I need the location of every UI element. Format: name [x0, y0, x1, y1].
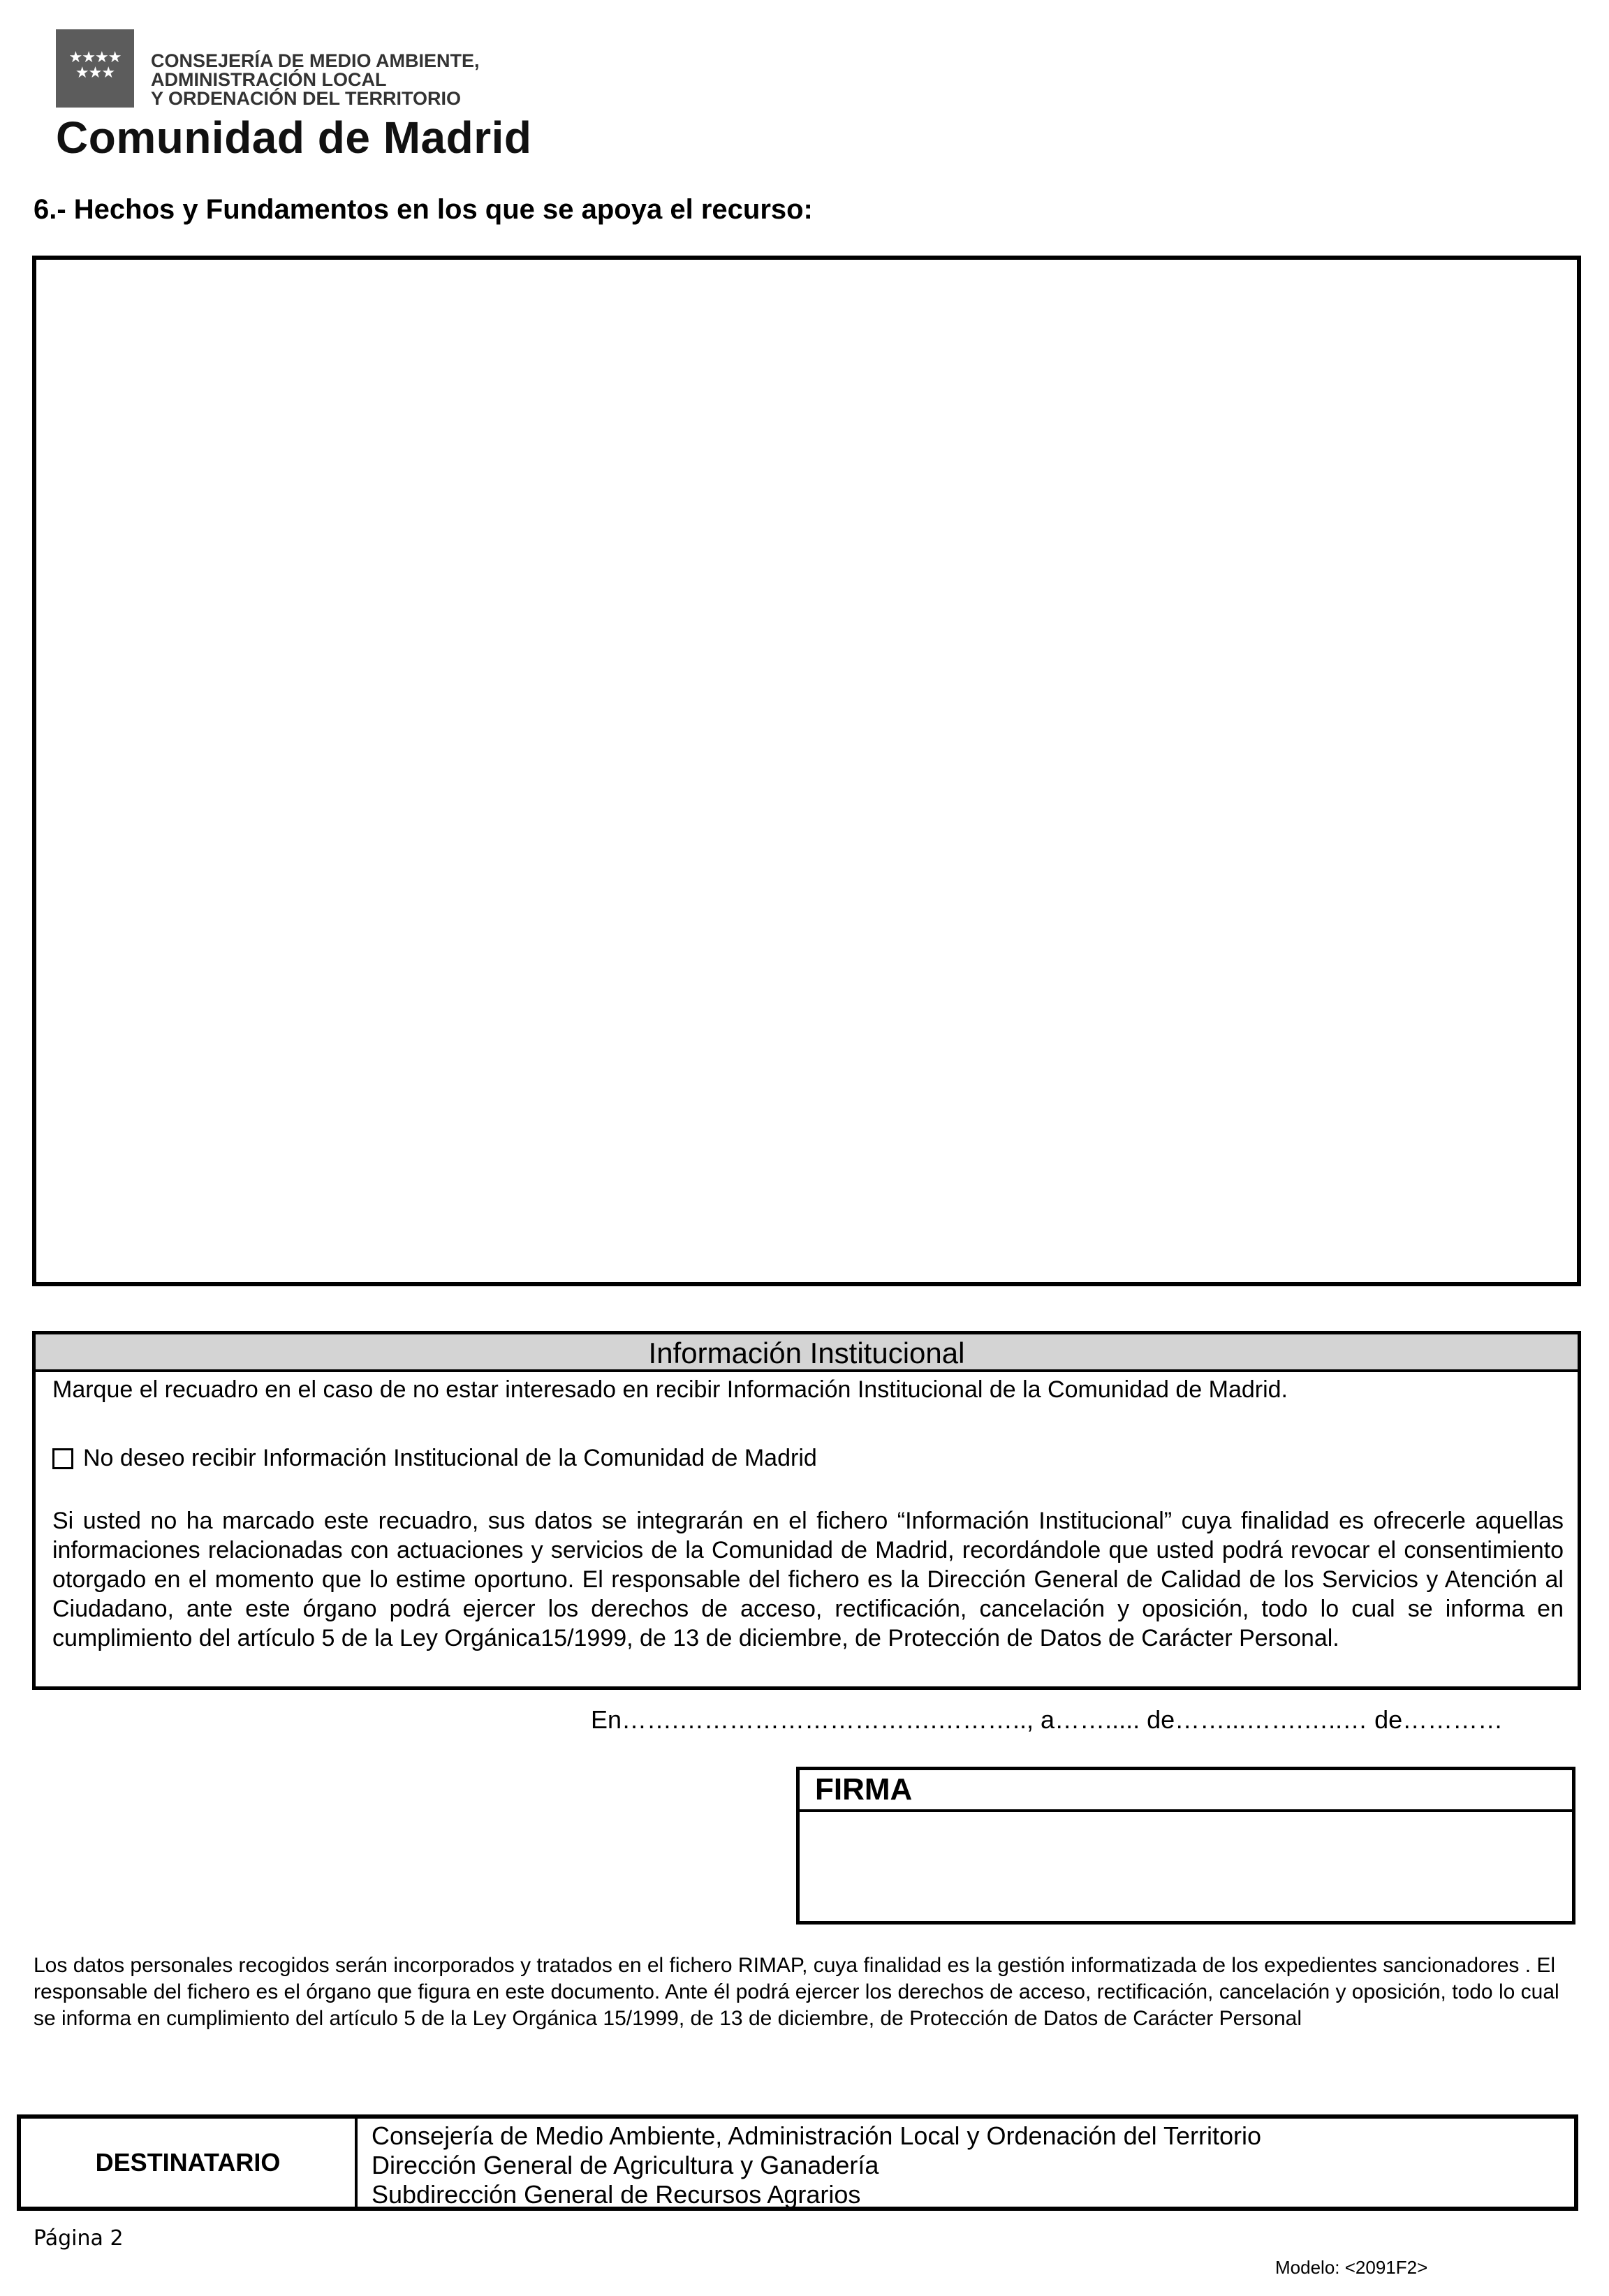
brand-name: Comunidad de Madrid: [56, 112, 532, 163]
privacy-note: Los datos personales recogidos serán incorporados y tratados en el fichero RIMAP, cuya finalidad es la gestión informatizada de los expedientes sancionadores . El responsable del fichero es el órgano que figura en este documento. Ante él podrá ejercer los derechos de acceso, rectificación, cancelación y oposición, todo lo cual se informa en cumplimiento del artículo 5 de la Ley Orgánica 15/1999, de 13 de diciembre, de Protección de Datos de Carácter Personal: [34, 1954, 1559, 2030]
institutional-info-paragraph: Si usted no ha marcado este recuadro, sus datos se integrarán en el fichero “Información Institucional” cuya finalidad es ofrecerle aquellas informaciones relacionadas con actuaciones y servicios de la Comunidad de Madrid, recordándole que usted podrá revocar el consentimiento otorgado en el momento que lo estime oportuno. El responsable del fichero es la Dirección General de Calidad de los Servicios y Atención al Ciudadano, ante este órgano podrá ejercer los derechos de acceso, rectificación, cancelación y oposición, todo lo cual se informa en cumplimiento del artículo 5 de la Ley Orgánica15/1999, de 13 de diciembre, de Protección de Datos de Carácter Personal.: [52, 1508, 1564, 1651]
signature-field[interactable]: [800, 1812, 1572, 1917]
section-6-title: 6.- Hechos y Fundamentos en los que se apoya el recurso:: [34, 194, 813, 225]
recipient-line: Subdirección General de Recursos Agrarios: [372, 2180, 861, 2209]
model-code: Modelo: <2091F2>: [1275, 2257, 1428, 2278]
signature-label: FIRMA: [800, 1770, 1572, 1812]
optout-label: No deseo recibir Información Institucional de la Comunidad de Madrid: [83, 1445, 817, 1471]
department-line: Y ORDENACIÓN DEL TERRITORIO: [151, 88, 462, 109]
institutional-info-box: [32, 1331, 1581, 1690]
page-number: Página 2: [34, 2226, 124, 2251]
place-date-line[interactable]: En…….………………………….……….., a……..... de……...…….…..… de…………: [591, 1705, 1504, 1734]
optout-option[interactable]: [52, 1445, 817, 1472]
department-line: CONSEJERÍA DE MEDIO AMBIENTE,: [151, 50, 480, 71]
stars-icon: ★★★★ ★★★: [68, 49, 122, 82]
signature-box: [796, 1767, 1575, 1925]
institutional-info-title: Información Institucional: [36, 1334, 1578, 1372]
optout-checkbox[interactable]: [52, 1448, 73, 1469]
facts-text-area[interactable]: [32, 256, 1581, 1286]
department-name: [151, 52, 480, 108]
madrid-flag-logo: [56, 29, 134, 108]
recipient-details: [358, 2119, 1261, 2207]
department-line: ADMINISTRACIÓN LOCAL: [151, 69, 387, 90]
recipient-table: [17, 2114, 1578, 2211]
recipient-label: DESTINATARIO: [21, 2119, 358, 2207]
institutional-info-intro: Marque el recuadro en el caso de no estar interesado en recibir Información Institucional de la Comunidad de Madrid.: [52, 1376, 1288, 1403]
recipient-line: Dirección General de Agricultura y Ganadería: [372, 2151, 879, 2179]
recipient-line: Consejería de Medio Ambiente, Administración Local y Ordenación del Territorio: [372, 2121, 1262, 2150]
